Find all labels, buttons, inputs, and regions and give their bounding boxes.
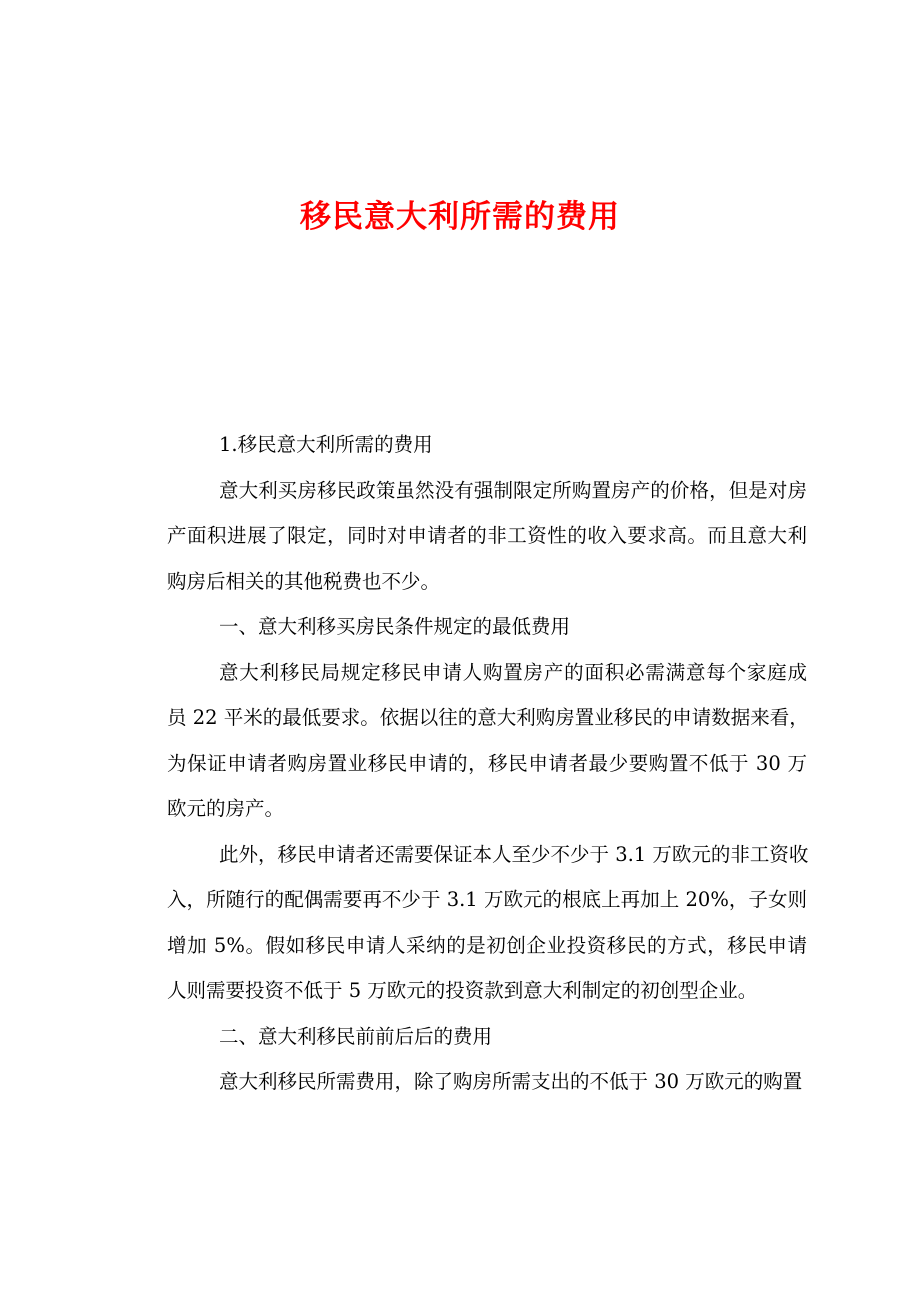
text-line: 员 22 平米的最低要求。依据以往的意大利购房置业移民的申请数据来看，	[167, 706, 809, 729]
paragraph-total-cost	[115, 1059, 807, 1105]
text-line: 意大利移民局规定移民申请人购置房产的面积必需满意每个家庭成	[219, 660, 807, 684]
text-line: 二、意大利移民前前后后的费用	[219, 1024, 493, 1048]
document-body	[115, 422, 807, 1105]
paragraph-minimum-cost	[115, 650, 807, 832]
paragraph-intro	[115, 468, 807, 605]
text-line: 产面积进展了限定，同时对申请者的非工资性的收入要求高。而且意大利	[167, 524, 807, 547]
paragraph-income-requirement	[115, 832, 807, 1014]
text-line: 购房后相关的其他税费也不少。	[167, 569, 441, 593]
text-line: 入，所随行的配偶需要再不少于 3.1 万欧元的根底上再加上 20%，子女则	[167, 888, 807, 911]
section-heading-1	[115, 604, 807, 650]
text-line: 为保证申请者购房置业移民申请的，移民申请者最少要购置不低于 30 万	[167, 751, 807, 775]
text-line: 增加 5%。假如移民申请人采纳的是初创企业投资移民的方式，移民申请	[167, 933, 807, 957]
text-line: 意大利移民所需费用，除了购房所需支出的不低于 30 万欧元的购置	[219, 1070, 803, 1093]
text-line: 此外，移民申请者还需要保证本人至少不少于 3.1 万欧元的非工资收	[219, 842, 809, 866]
section-heading-2	[115, 1014, 807, 1060]
text-line: 1.移民意大利所需的费用	[219, 433, 433, 456]
text-line: 意大利买房移民政策虽然没有强制限定所购置房产的价格，但是对房	[219, 478, 807, 502]
text-line: 一、意大利移买房民条件规定的最低费用	[219, 615, 571, 638]
paragraph-heading-1	[115, 422, 807, 468]
text-line: 欧元的房产。	[167, 797, 285, 820]
text-line: 人则需要投资不低于 5 万欧元的投资款到意大利制定的初创型企业。	[167, 979, 758, 1002]
document-title: 移民意大利所需的费用	[300, 199, 620, 235]
